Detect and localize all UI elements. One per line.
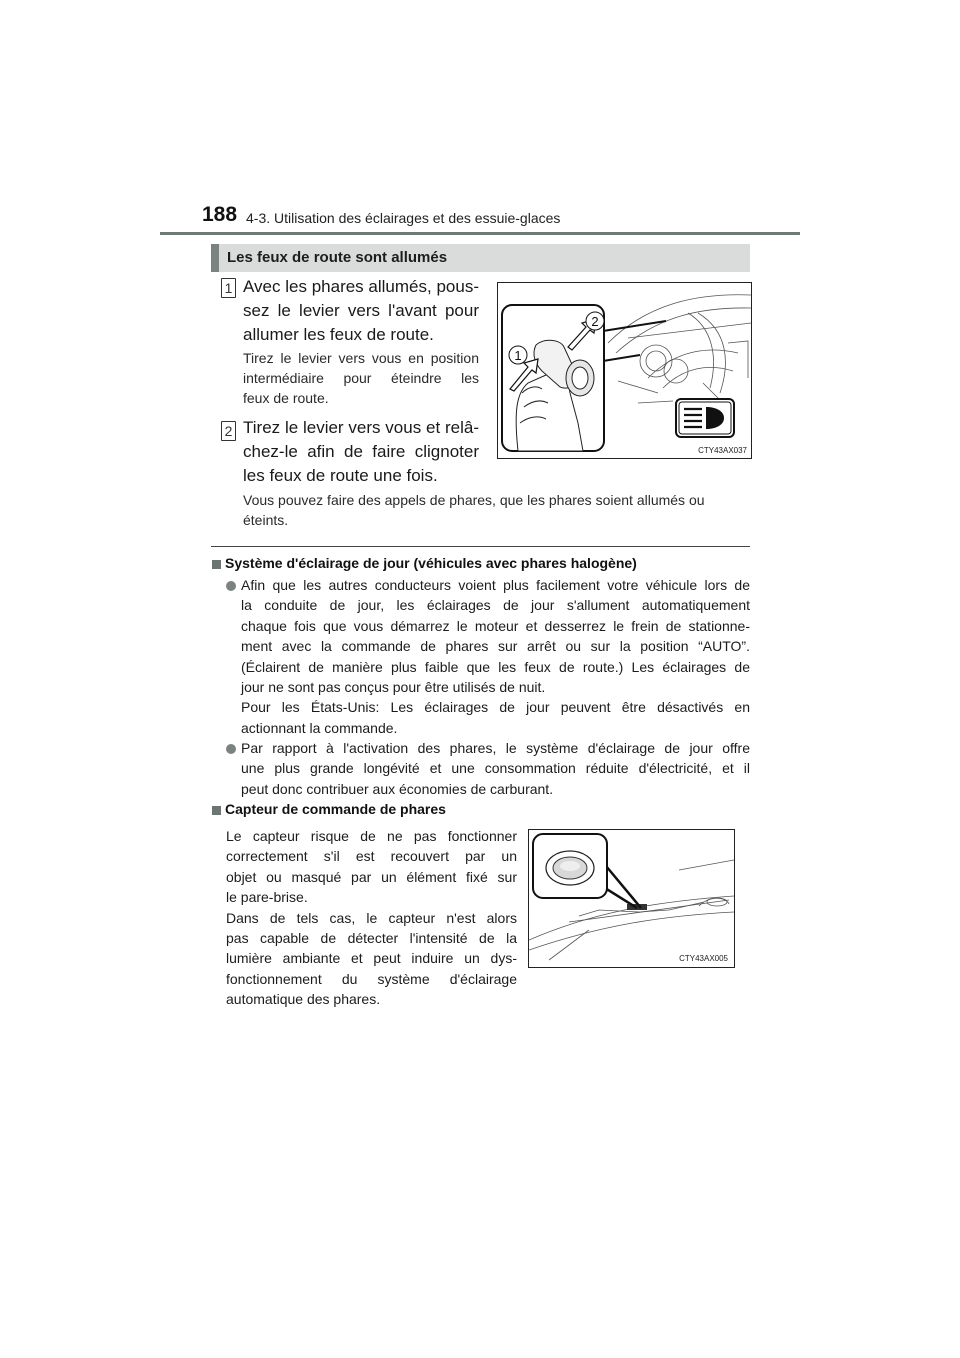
note-line: feux de route.	[243, 390, 329, 406]
drl-bullet-2	[241, 738, 750, 799]
bullet-icon	[226, 581, 236, 591]
para-line: la conduite de jour, les éclairages de jour s'allument automatiquement	[241, 597, 750, 614]
section-divider	[211, 546, 750, 547]
drl-bullet-1	[241, 575, 750, 738]
step-2-note	[243, 490, 750, 530]
para-line: fonctionnement du système d'éclairage	[226, 970, 517, 987]
step-2-line: les feux de route une fois.	[243, 466, 438, 485]
step-2-line: Tirez le levier vers vous et relâ-	[243, 418, 479, 437]
step-2-line: chez-le afin de faire clignoter	[243, 442, 479, 461]
step-1-note	[243, 348, 479, 408]
headlight-lever-illustration	[497, 282, 752, 459]
page-number: 188	[202, 203, 238, 226]
para-line: chaque fois que vous démarrez le moteur et desserrez le frein de stationne-	[241, 617, 750, 634]
note-line: intermédiaire pour éteindre les	[243, 370, 479, 386]
para-line: peut donc contribuer aux économies de carburant.	[241, 780, 554, 797]
sensor-drawing	[529, 830, 734, 967]
header-rule	[160, 232, 800, 235]
step-1-line: Avec les phares allumés, pous-	[243, 277, 479, 296]
para-line: Pour les États-Unis: Les éclairages de jour peuvent être désactivés en	[241, 699, 750, 716]
para-line: une plus grande longévité et une consommation réduite d'électricité, et il	[241, 760, 750, 777]
subsection-banner	[211, 244, 750, 272]
light-sensor-illustration	[528, 829, 735, 968]
drl-heading: Système d'éclairage de jour (véhicules avec phares halogène)	[225, 555, 637, 571]
note-line: Tirez le levier vers vous en position	[243, 350, 479, 366]
high-beam-icon	[676, 399, 734, 437]
para-line: lumière ambiante et peut induire un dys-	[226, 950, 517, 967]
heading-square-icon	[212, 806, 221, 815]
banner-title: Les feux de route sont allumés	[227, 249, 448, 266]
sensor-heading: Capteur de commande de phares	[225, 801, 446, 817]
sensor-paragraph	[226, 826, 517, 1010]
para-line: actionnant la commande.	[241, 719, 398, 736]
banner-accent-bar	[211, 244, 219, 272]
para-line: objet ou masqué par un élément fixé sur	[226, 868, 517, 885]
note-line: Vous pouvez faire des appels de phares, que les phares soient allumés ou	[243, 492, 705, 508]
para-line: le pare-brise.	[226, 889, 308, 906]
step-1-line: sez le levier vers l'avant pour	[243, 301, 479, 320]
para-line: pas capable de détecter l'intensité de la	[226, 930, 517, 947]
step-2-text	[243, 416, 479, 488]
lever-drawing	[498, 283, 751, 458]
callout-1: 1	[514, 348, 522, 363]
para-line: Afin que les autres conducteurs voient plus facilement votre véhicule lors de	[241, 577, 750, 593]
note-line: éteints.	[243, 512, 289, 528]
para-line: Le capteur risque de ne pas fonctionner	[226, 828, 517, 844]
figure-code: CTY43AX005	[679, 954, 728, 963]
step-1-number: 1	[221, 278, 236, 298]
figure-code: CTY43AX037	[698, 446, 747, 455]
step-1-text	[243, 275, 479, 347]
bullet-icon	[226, 744, 236, 754]
para-line: correctement s'il est recouvert par un	[226, 848, 517, 865]
para-line: (Éclairent de manière plus faible que les feux de route.) Les éclairages de	[241, 658, 750, 675]
para-line: Dans de tels cas, le capteur n'est alors	[226, 909, 517, 926]
para-line: jour ne sont pas conçus pour être utilisés de nuit.	[241, 679, 546, 696]
section-title: 4-3. Utilisation des éclairages et des essuie-glaces	[246, 210, 561, 226]
callout-2: 2	[591, 314, 599, 329]
para-line: Par rapport à l'activation des phares, le système d'éclairage de jour offre	[241, 740, 750, 756]
step-1-line: allumer les feux de route.	[243, 325, 434, 344]
para-line: automatique des phares.	[226, 991, 381, 1008]
heading-square-icon	[212, 560, 221, 569]
para-line: ment avec la commande de phares sur arrêt ou sur la position “AUTO”.	[241, 638, 750, 655]
step-2-number: 2	[221, 421, 236, 441]
